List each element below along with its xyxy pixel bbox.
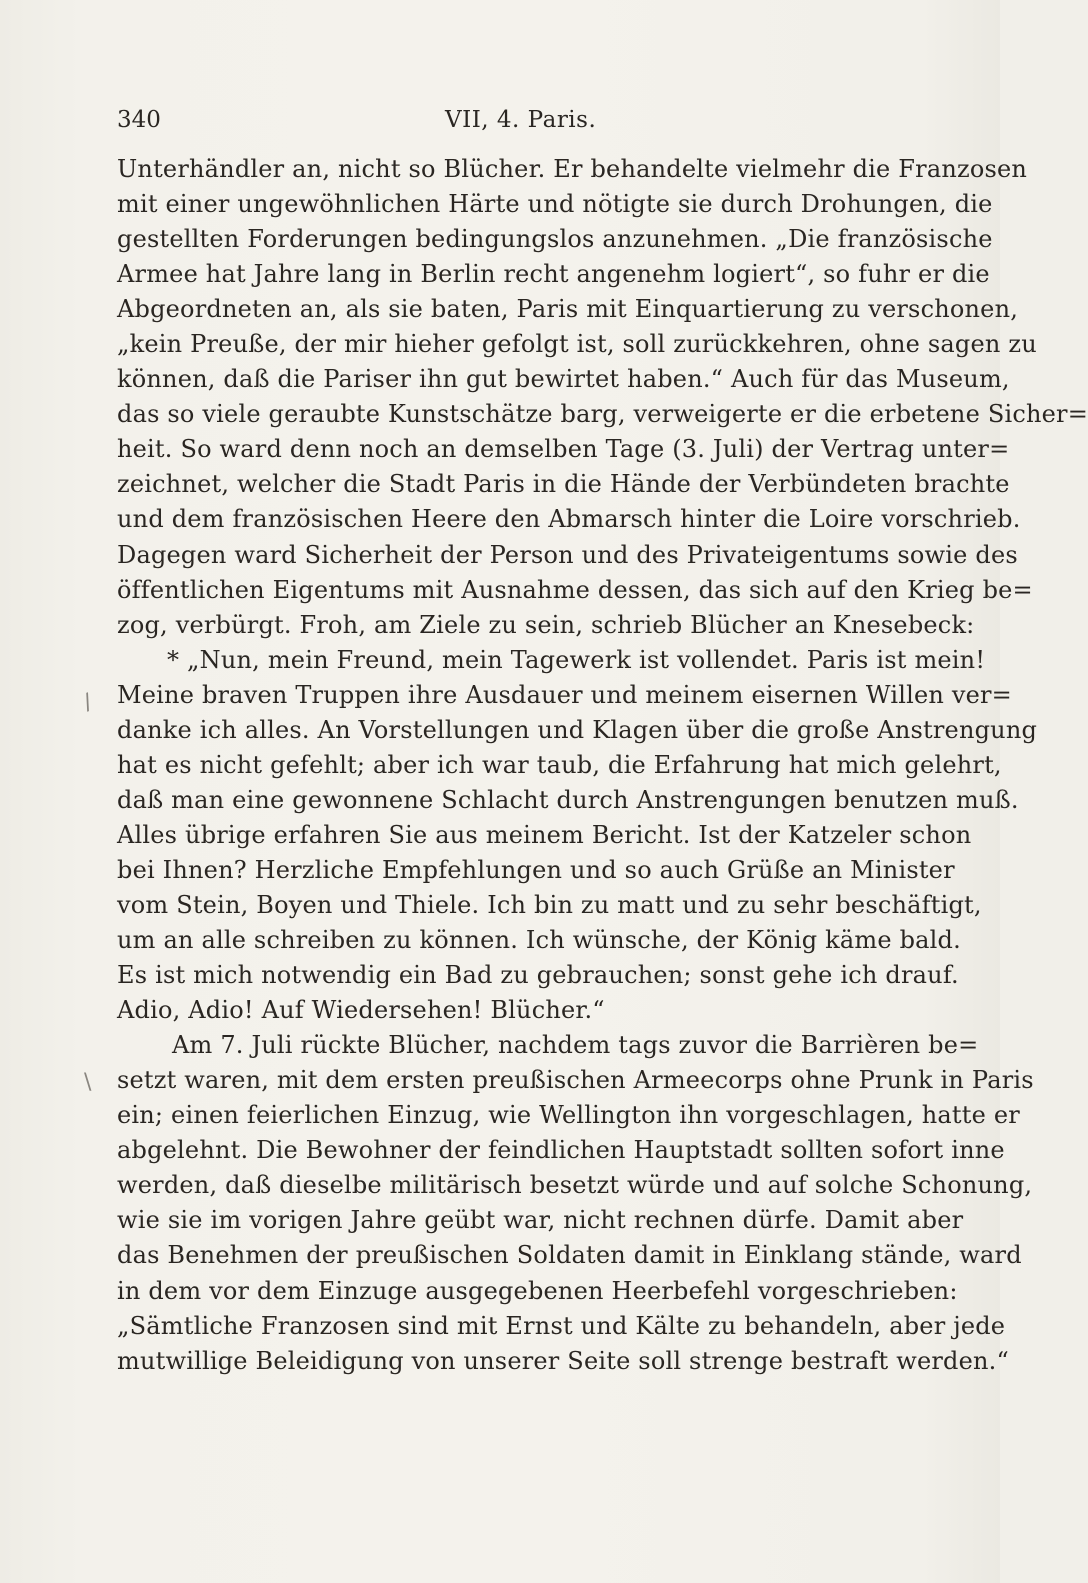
text-line: heit. So ward denn noch an demselben Tage (3. Juli) der Vertrag unter= [117,435,1010,464]
text-line: gestellten Forderungen bedingungslos anzunehmen. „Die französische [117,225,993,254]
text-line: Unterhändler an, nicht so Blücher. Er behandelte vielmehr die Franzosen [117,155,1028,183]
text-line: können, daß die Pariser ihn gut bewirtet haben.“ Auch für das Museum, [117,365,1010,394]
text-line: hat es nicht gefehlt; aber ich war taub, die Erfahrung hat mich gelehrt, [117,750,1002,779]
text-line: Abgeordneten an, als sie baten, Paris mit Einquartierung zu verschonen, [117,295,1019,324]
text-line: Alles übrige erfahren Sie aus meinem Bericht. Ist der Katzeler schon [117,820,972,849]
text-line: zeichnet, welcher die Stadt Paris in die Hände der Verbündeten brachte [117,470,1010,499]
text-line: werden, daß dieselbe militärisch besetzt würde und auf solche Schonung, [117,1171,1033,1200]
text-line: mutwillige Beleidigung von unserer Seite soll strenge bestraft werden.“ [117,1346,1009,1375]
text-line: „kein Preuße, der mir hieher gefolgt ist, soll zurückkehren, ohne sagen zu [117,330,1037,359]
text-line: Armee hat Jahre lang in Berlin recht angenehm logiert“, so fuhr er die [117,260,990,289]
text-line: das Benehmen der preußischen Soldaten damit in Einklang stände, ward [117,1241,1022,1270]
text-line: setzt waren, mit dem ersten preußischen Armeecorps ohne Prunk in Paris [117,1066,1034,1095]
paragraph-start-line: Am 7. Juli rückte Blücher, nachdem tags zuvor die Barrièren be= [172,1031,979,1060]
text-line: Dagegen ward Sicherheit der Person und des Privateigentums sowie des [117,540,1018,569]
text-line: danke ich alles. An Vorstellungen und Klagen über die große Anstrengung [117,715,1038,744]
text-line: Meine braven Truppen ihre Ausdauer und meinem eisernen Willen ver= [117,680,1012,709]
text-line: ein; einen feierlichen Einzug, wie Wellington ihn vorgeschlagen, hatte er [117,1101,1020,1130]
page-number: 340 [117,107,161,133]
text-line: um an alle schreiben zu können. Ich wünsche, der König käme bald. [117,926,961,955]
text-line: in dem vor dem Einzuge ausgegebenen Heerbefehl vorgeschrieben: [117,1276,958,1305]
text-line: daß man eine gewonnene Schlacht durch Anstrengungen benutzen muß. [117,785,1019,814]
running-head: VII, 4. Paris. [445,107,597,133]
body-text [117,152,1088,1379]
text-line: „Sämtliche Franzosen sind mit Ernst und Kälte zu behandeln, aber jede [117,1311,1006,1340]
text-line: das so viele geraubte Kunstschätze barg, verweigerte er die erbetene Sicher= [117,400,1088,429]
margin-pencil-mark: \ [84,1070,92,1095]
quote-start-line: * „Nun, mein Freund, mein Tagewerk ist vollendet. Paris ist mein! [167,645,986,674]
text-line: Es ist mich notwendig ein Bad zu gebrauchen; sonst gehe ich drauf. [117,961,959,990]
text-line: vom Stein, Boyen und Thiele. Ich bin zu matt und zu sehr beschäftigt, [117,890,982,919]
margin-pencil-mark: / [79,689,96,716]
text-line: mit einer ungewöhnlichen Härte und nötigte sie durch Drohungen, die [117,190,993,219]
text-line: abgelehnt. Die Bewohner der feindlichen Hauptstadt sollten sofort inne [117,1136,1005,1165]
text-line: wie sie im vorigen Jahre geübt war, nicht rechnen dürfe. Damit aber [117,1206,964,1235]
text-line: zog, verbürgt. Froh, am Ziele zu sein, schrieb Blücher an Knesebeck: [117,610,975,639]
text-line: Adio, Adio! Auf Wiedersehen! Blücher.“ [117,996,605,1025]
page-header [117,100,917,140]
text-line: bei Ihnen? Herzliche Empfehlungen und so auch Grüße an Minister [117,855,955,884]
text-line: und dem französischen Heere den Abmarsch hinter die Loire vorschrieb. [117,505,1021,534]
text-line: öffentlichen Eigentums mit Ausnahme dessen, das sich auf den Krieg be= [117,575,1033,604]
